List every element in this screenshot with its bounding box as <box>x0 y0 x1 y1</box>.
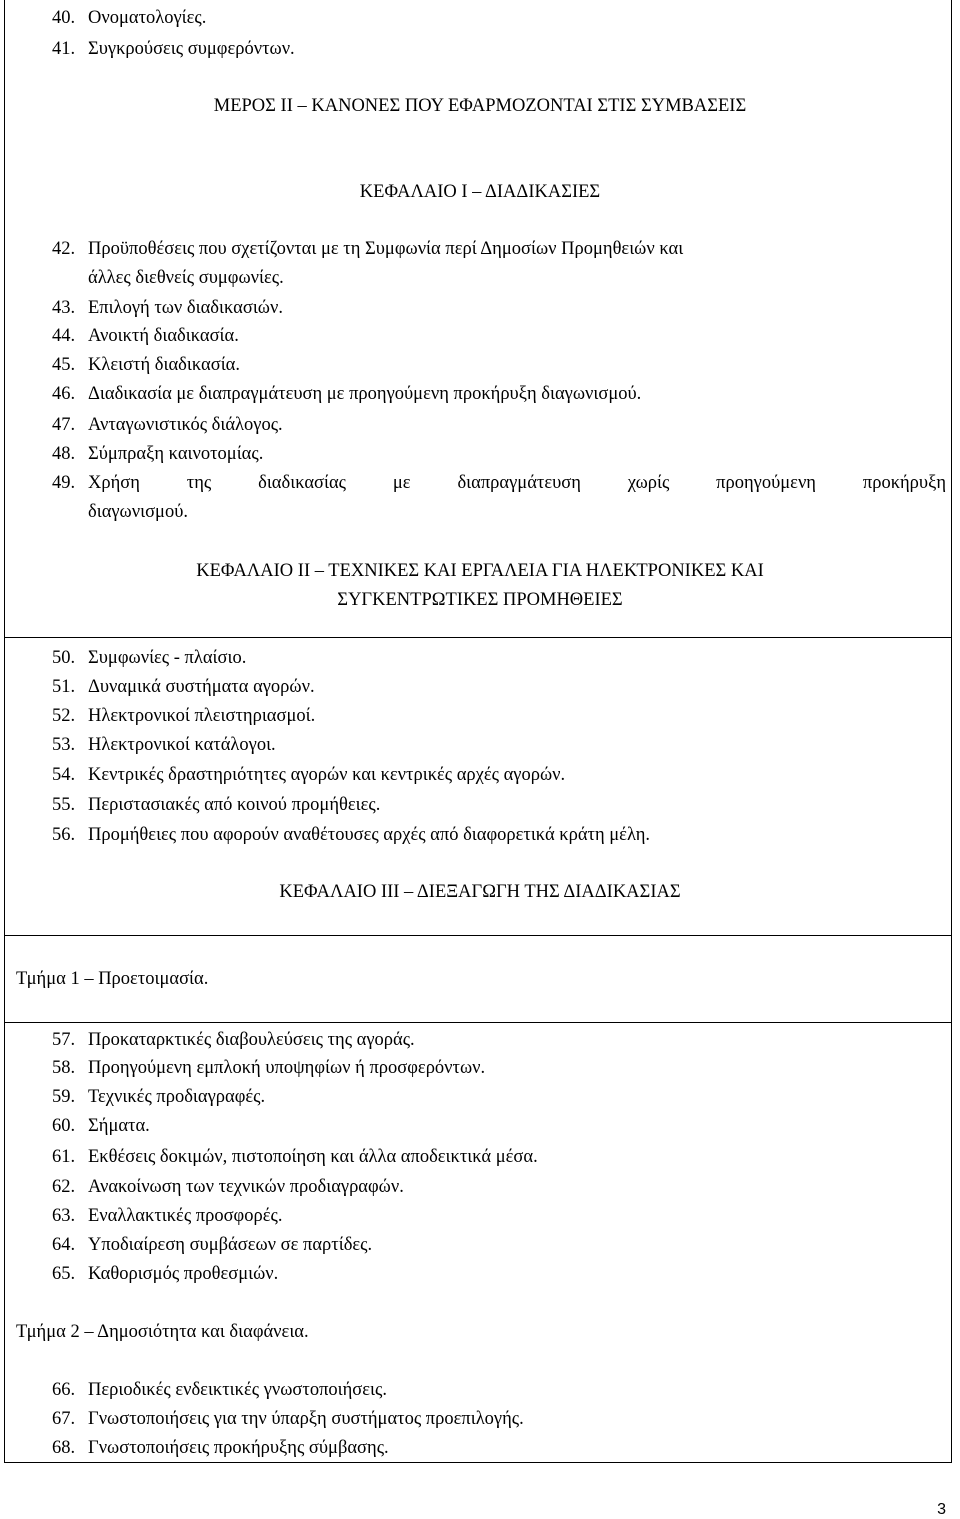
list-item: 64. Υποδιαίρεση συμβάσεων σε παρτίδες. <box>52 1235 373 1255</box>
list-item: 47. Ανταγωνιστικός διάλογος. <box>52 415 283 435</box>
chapter-heading: ΚΕΦΑΛΑΙΟ ΙΙΙ – ΔΙΕΞΑΓΩΓΗ ΤΗΣ ΔΙΑΔΙΚΑΣΙΑΣ <box>279 882 681 902</box>
chapter-heading: ΚΕΦΑΛΑΙΟ Ι – ΔΙΑΔΙΚΑΣΙΕΣ <box>359 182 601 202</box>
list-item: 41. Συγκρούσεις συμφερόντων. <box>52 39 295 59</box>
list-item: 63. Εναλλακτικές προσφορές. <box>52 1206 283 1226</box>
list-item: 49. Χρήση της διαδικασίας με διαπραγμάτευση χωρίς προηγούμενη προκήρυξη <box>52 473 946 493</box>
list-item: 57. Προκαταρκτικές διαβουλεύσεις της αγοράς. <box>52 1030 415 1050</box>
table-divider <box>4 935 952 936</box>
list-item: 53. Ηλεκτρονικοί κατάλογοι. <box>52 735 276 755</box>
list-item-continuation: διαγωνισμού. <box>88 502 189 522</box>
list-item: 65. Καθορισμός προθεσμιών. <box>52 1264 279 1284</box>
list-item: 52. Ηλεκτρονικοί πλειστηριασμοί. <box>52 706 316 726</box>
page-number: 3 <box>937 1501 946 1518</box>
part-heading: ΜΕΡΟΣ ΙΙ – ΚΑΝΟΝΕΣ ΠΟΥ ΕΦΑΡΜΟΖΟΝΤΑΙ ΣΤΙΣ ΣΥΜΒΑΣΕΙΣ <box>213 96 747 116</box>
list-item: 58. Προηγούμενη εμπλοκή υποψηφίων ή προσφερόντων. <box>52 1058 486 1078</box>
list-item: 68. Γνωστοποιήσεις προκήρυξης σύμβασης. <box>52 1438 389 1458</box>
list-item-continuation: άλλες διεθνείς συμφωνίες. <box>88 268 284 288</box>
table-divider <box>4 637 952 638</box>
table-divider <box>4 1022 952 1023</box>
list-item: 66. Περιοδικές ενδεικτικές γνωστοποιήσεις. <box>52 1380 387 1400</box>
list-item: 56. Προμήθειες που αφορούν αναθέτουσες αρχές από διαφορετικά κράτη μέλη. <box>52 825 651 845</box>
list-item: 50. Συμφωνίες - πλαίσιο. <box>52 648 247 668</box>
section-heading: Τμήμα 1 – Προετοιμασία. <box>16 969 209 989</box>
section-heading: Τμήμα 2 – Δημοσιότητα και διαφάνεια. <box>16 1322 309 1342</box>
list-item: 59. Τεχνικές προδιαγραφές. <box>52 1087 266 1107</box>
list-item: 55. Περιστασιακές από κοινού προμήθειες. <box>52 795 381 815</box>
list-item: 45. Κλειστή διαδικασία. <box>52 355 240 375</box>
chapter-heading-continuation: ΣΥΓΚΕΝΤΡΩΤΙΚΕΣ ΠΡΟΜΗΘΕΙΕΣ <box>337 590 623 610</box>
list-item: 67. Γνωστοποιήσεις για την ύπαρξη συστήματος προεπιλογής. <box>52 1409 524 1429</box>
list-item: 43. Επιλογή των διαδικασιών. <box>52 298 283 318</box>
list-item: 48. Σύμπραξη καινοτομίας. <box>52 444 264 464</box>
list-item: 42. Προϋποθέσεις που σχετίζονται με τη Συμφωνία περί Δημοσίων Προμηθειών και <box>52 239 684 259</box>
list-item: 51. Δυναμικά συστήματα αγορών. <box>52 677 315 697</box>
list-item: 62. Ανακοίνωση των τεχνικών προδιαγραφών. <box>52 1177 404 1197</box>
list-item: 40. Ονοματολογίες. <box>52 8 207 28</box>
list-item: 54. Κεντρικές δραστηριότητες αγορών και κεντρικές αρχές αγορών. <box>52 765 566 785</box>
list-item: 46. Διαδικασία με διαπραγμάτευση με προηγούμενη προκήρυξη διαγωνισμού. <box>52 384 642 404</box>
list-item: 61. Εκθέσεις δοκιμών, πιστοποίηση και άλλα αποδεικτικά μέσα. <box>52 1147 538 1167</box>
list-item: 44. Ανοικτή διαδικασία. <box>52 326 239 346</box>
chapter-heading: ΚΕΦΑΛΑΙΟ ΙΙ – ΤΕΧΝΙΚΕΣ ΚΑΙ ΕΡΓΑΛΕΙΑ ΓΙΑ ΗΛΕΚΤΡΟΝΙΚΕΣ ΚΑΙ <box>196 561 764 581</box>
list-item: 60. Σήματα. <box>52 1116 150 1136</box>
